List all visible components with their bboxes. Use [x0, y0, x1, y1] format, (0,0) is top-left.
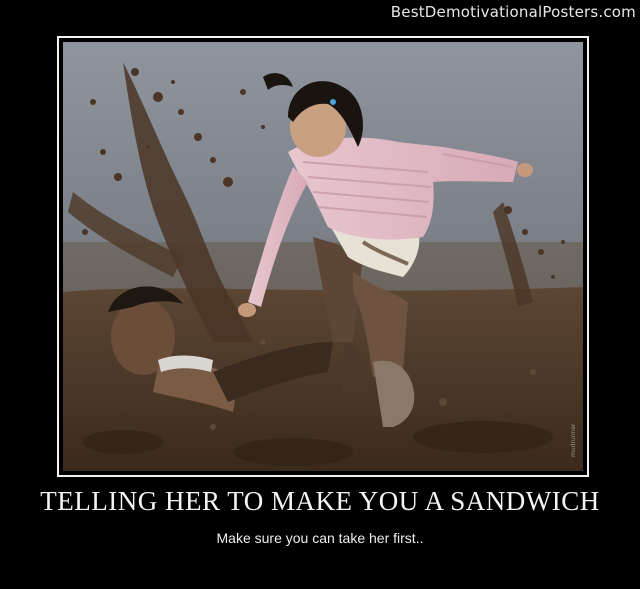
photo-credit: mudrunner: [570, 423, 577, 457]
site-watermark: BestDemotivationalPosters.com: [390, 3, 636, 21]
poster-photo: [63, 42, 583, 471]
photo-frame: [57, 36, 589, 477]
poster-subtitle: Make sure you can take her first..: [216, 530, 424, 546]
poster-title: TELLING HER TO MAKE YOU A SANDWICH: [40, 486, 600, 516]
